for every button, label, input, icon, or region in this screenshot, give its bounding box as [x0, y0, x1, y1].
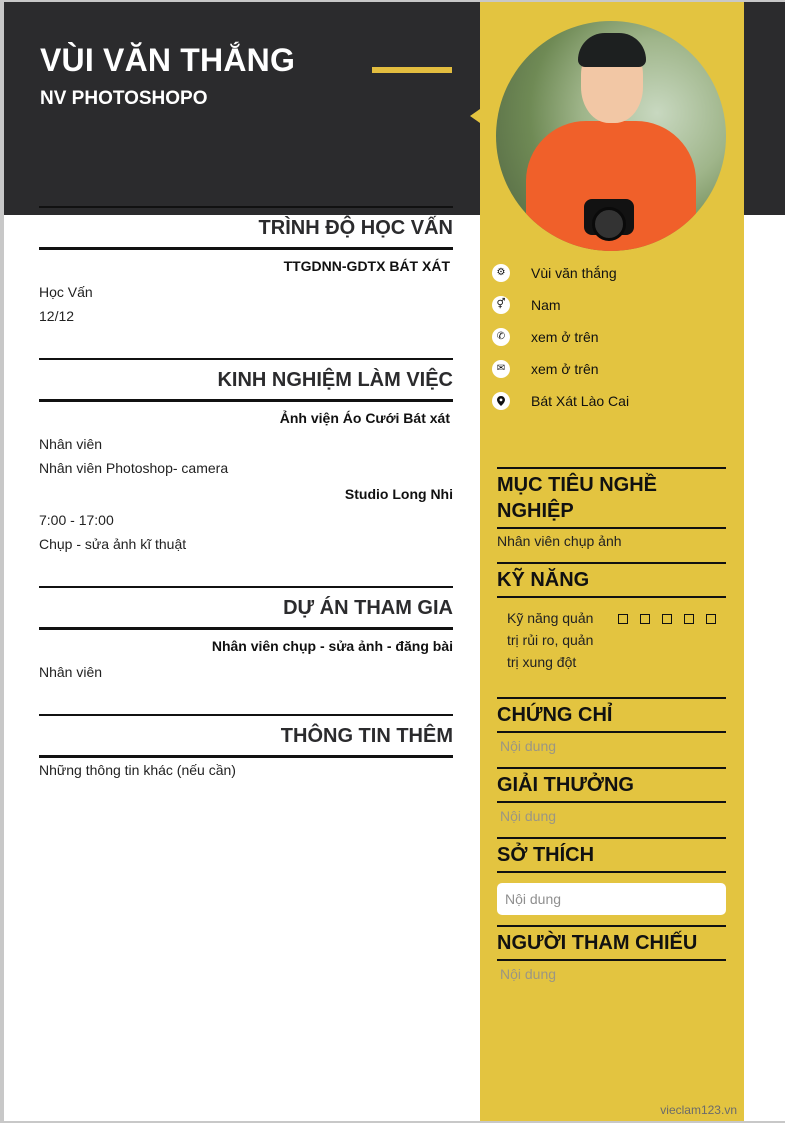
contact-value[interactable]: Nam — [531, 297, 561, 313]
rating-box[interactable] — [706, 614, 716, 624]
extra-info-text[interactable]: Những thông tin khác (nếu cần) — [39, 762, 236, 778]
section-title: CHỨNG CHỈ — [497, 697, 726, 733]
section-awards — [497, 767, 726, 827]
education-line[interactable]: Học Vấn — [39, 284, 93, 300]
project-line[interactable]: Nhân viên — [39, 664, 103, 680]
section-title: KINH NGHIỆM LÀM VIỆC — [39, 358, 453, 402]
section-projects — [39, 586, 453, 684]
rating-box[interactable] — [640, 614, 650, 624]
section-certificates — [497, 697, 726, 757]
project-name[interactable]: Nhân viên chụp - sửa ảnh - đăng bài — [211, 638, 453, 654]
phone-icon: ✆ — [492, 328, 510, 346]
contact-item-gender — [492, 289, 629, 321]
school-name[interactable]: TTGDNN-GDTX BÁT XÁT — [283, 258, 450, 274]
candidate-name[interactable]: VÙI VĂN THẮNG — [40, 42, 296, 78]
location-icon — [492, 392, 510, 410]
section-title: DỰ ÁN THAM GIA — [39, 586, 453, 630]
main-column — [39, 206, 453, 782]
section-skills — [497, 562, 726, 673]
rating-box[interactable] — [684, 614, 694, 624]
contact-item-phone — [492, 321, 629, 353]
email-icon: ✉ — [492, 360, 510, 378]
section-title: TRÌNH ĐỘ HỌC VẤN — [39, 206, 453, 250]
contact-value[interactable]: xem ở trên — [531, 329, 599, 345]
avatar-camera-lens — [592, 207, 626, 241]
section-objective — [497, 467, 726, 552]
certificates-input[interactable]: Nội dung — [500, 738, 557, 754]
cv-page — [4, 2, 785, 1121]
job-line[interactable]: Nhân viên — [39, 436, 103, 452]
person-icon: ⚙ — [492, 264, 510, 282]
brand-watermark: vieclam123.vn — [660, 1103, 737, 1117]
job-line[interactable]: Chụp - sửa ảnh kĩ thuật — [39, 536, 187, 552]
education-line[interactable]: 12/12 — [39, 308, 75, 324]
section-title: THÔNG TIN THÊM — [39, 714, 453, 758]
notch-arrow-icon — [470, 109, 480, 123]
section-title: NGƯỜI THAM CHIẾU — [497, 925, 726, 961]
section-title: KỸ NĂNG — [497, 562, 726, 598]
rating-box[interactable] — [662, 614, 672, 624]
section-references — [497, 925, 726, 985]
skill-item — [497, 598, 726, 673]
company-name[interactable]: Studio Long Nhi — [344, 486, 453, 502]
section-education — [39, 206, 453, 328]
contact-value[interactable]: Vùi văn thắng — [531, 265, 617, 281]
section-title: SỞ THÍCH — [497, 837, 726, 873]
section-title: MỤC TIÊU NGHỀ NGHIỆP — [497, 467, 726, 529]
section-hobbies — [497, 837, 726, 915]
section-extra-info — [39, 714, 453, 782]
contact-item-address — [492, 385, 629, 417]
contact-value[interactable]: xem ở trên — [531, 361, 599, 377]
rating-box[interactable] — [618, 614, 628, 624]
contact-item-name — [492, 257, 629, 289]
skill-name[interactable]: Kỹ năng quản trị rủi ro, quản trị xung đột — [507, 610, 594, 670]
contact-list — [492, 257, 629, 417]
section-title: GIẢI THƯỞNG — [497, 767, 726, 803]
contact-item-email — [492, 353, 629, 385]
hobbies-input[interactable]: Nội dung — [497, 883, 726, 915]
objective-text[interactable]: Nhân viên chụp ảnh — [497, 533, 622, 549]
references-input[interactable]: Nội dung — [500, 966, 557, 982]
job-line[interactable]: Nhân viên Photoshop- camera — [39, 460, 229, 476]
accent-bar — [372, 67, 452, 73]
sidebar-sections — [497, 467, 726, 985]
job-line[interactable]: 7:00 - 17:00 — [39, 512, 114, 528]
candidate-job-title[interactable]: NV PHOTOSHOPO — [40, 88, 208, 109]
avatar[interactable] — [496, 21, 726, 251]
skill-rating[interactable] — [618, 614, 716, 673]
gender-icon: ⚥ — [492, 296, 510, 314]
contact-value[interactable]: Bát Xát Lào Cai — [531, 393, 630, 409]
sidebar — [480, 2, 744, 1121]
section-experience — [39, 358, 453, 556]
awards-input[interactable]: Nội dung — [500, 808, 557, 824]
avatar-hair — [578, 33, 646, 67]
company-name[interactable]: Ảnh viện Áo Cưới Bát xát — [279, 410, 450, 426]
